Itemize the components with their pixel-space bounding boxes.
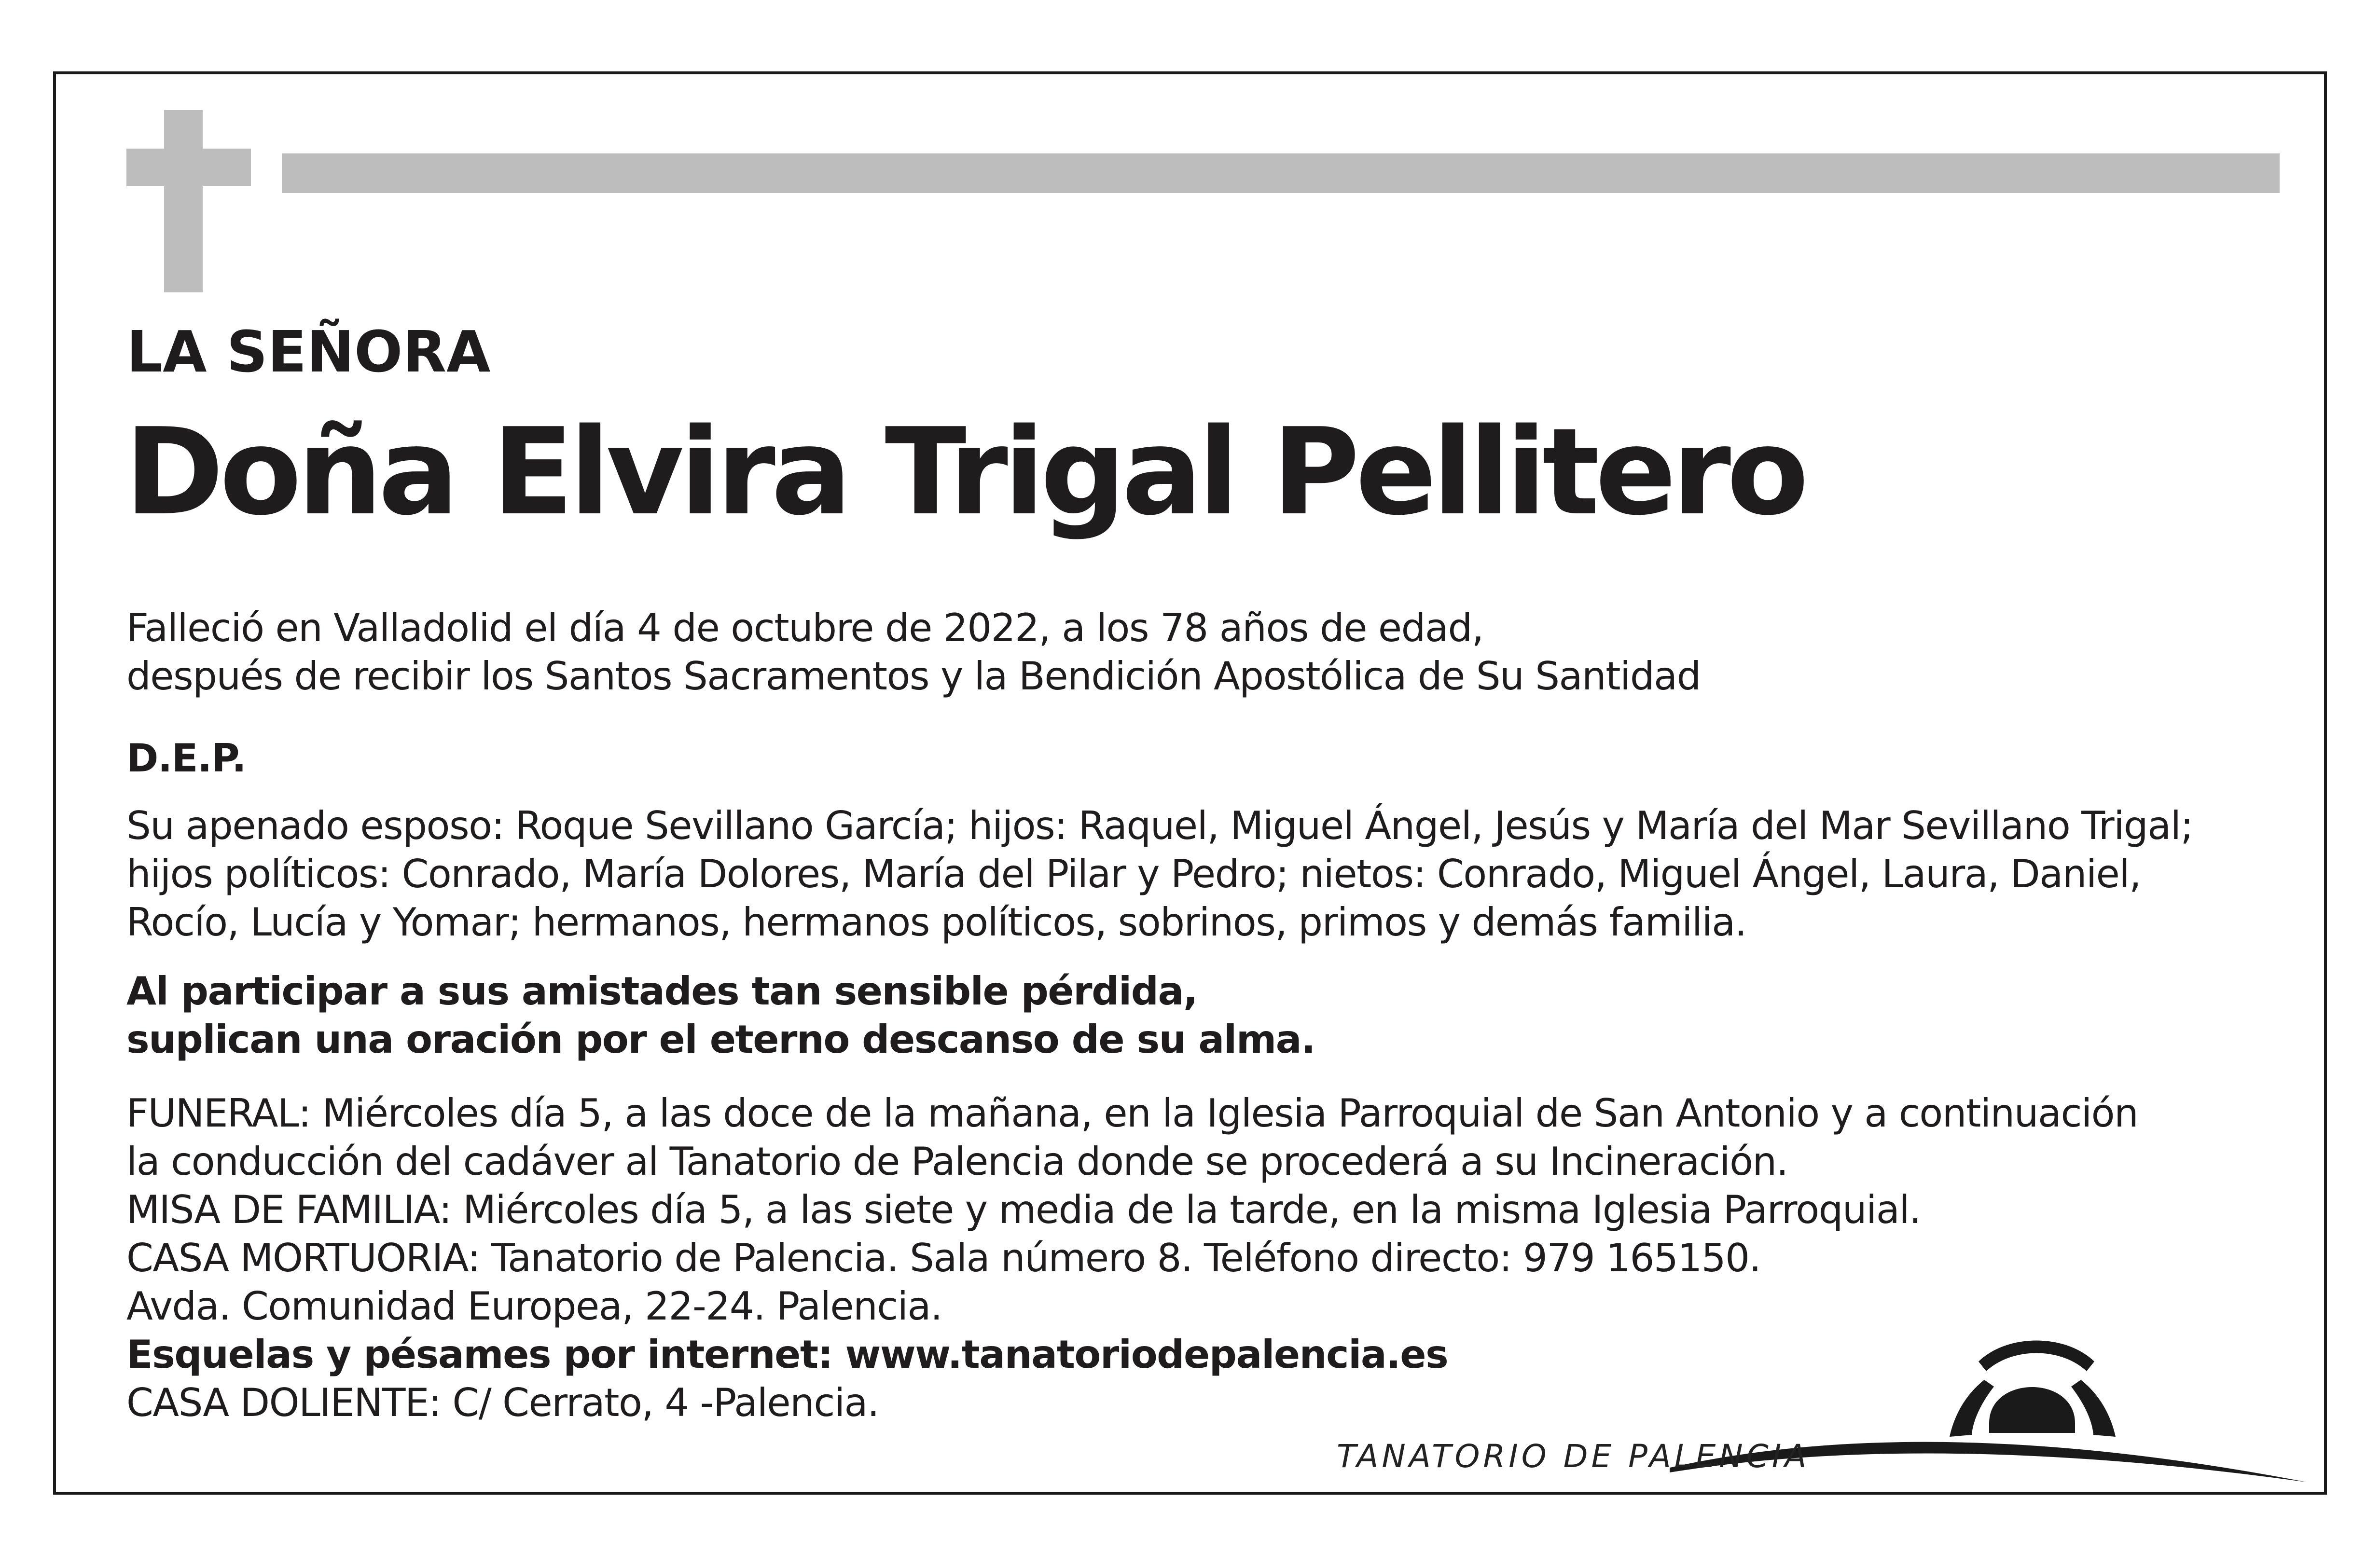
logo-left-wing [1950,1380,1994,1437]
family-list [126,802,2193,947]
website-line: Esquelas y pésames por internet: www.tanatoriodepalencia.es [126,1332,1448,1377]
family-line: hijos políticos: Conrado, María Dolores, María del Pilar y Pedro; nietos: Conrado, Miguel Ángel, Laura, Daniel, [126,852,2141,896]
header-bar [282,153,2280,193]
rip-label: D.E.P. [126,736,246,781]
home-address-line: CASA DOLIENTE: C/ Cerrato, 4 -Palencia. [126,1380,879,1425]
logo-right-wing [2071,1380,2116,1437]
logo-dome [1989,1387,2075,1433]
family-line: Rocío, Lucía y Yomar; hermanos, hermanos políticos, sobrinos, primos y demás familia. [126,900,1746,945]
death-announcement [126,604,1701,701]
deceased-name: Doña Elvira Trigal Pellitero [125,403,1805,542]
logo-wordmark: TANATORIO DE PALENCIA [1337,1438,1810,1475]
cross-icon [164,110,203,292]
address-line: Avda. Comunidad Europea, 22-24. Palencia. [126,1284,942,1329]
announcement-line: Falleció en Valladolid el día 4 de octubre de 2022, a los 78 años de edad, [126,605,1483,650]
logo-dome-arch [1979,1341,2094,1372]
announcement-line: después de recibir los Santos Sacramentos y la Bendición Apostólica de Su Santidad [126,654,1701,699]
cross-icon-arm [126,149,251,186]
family-line: Su apenado esposo: Roque Sevillano García; hijos: Raquel, Miguel Ángel, Jesús y María del Mar Sevillano Trigal; [126,803,2193,848]
honorific-title: LA SEÑORA [126,318,491,385]
prayer-request [126,967,1315,1064]
funeral-line: la conducción del cadáver al Tanatorio de Palencia donde se procederá a su Incineración. [126,1139,1788,1184]
mortuary-line: CASA MORTUORIA: Tanatorio de Palencia. Sala número 8. Teléfono directo: 979 165150. [126,1236,1761,1280]
family-mass-line: MISA DE FAMILIA: Miércoles día 5, a las siete y media de la tarde, en la misma Iglesia Parroquial. [126,1187,1921,1232]
prayer-line: Al participar a sus amistades tan sensible pérdida, [126,969,1197,1014]
funeral-line: FUNERAL: Miércoles día 5, a las doce de la mañana, en la Iglesia Parroquial de San Antonio y a continuación [126,1091,2138,1136]
prayer-line: suplican una oración por el eterno descanso de su alma. [126,1017,1315,1062]
